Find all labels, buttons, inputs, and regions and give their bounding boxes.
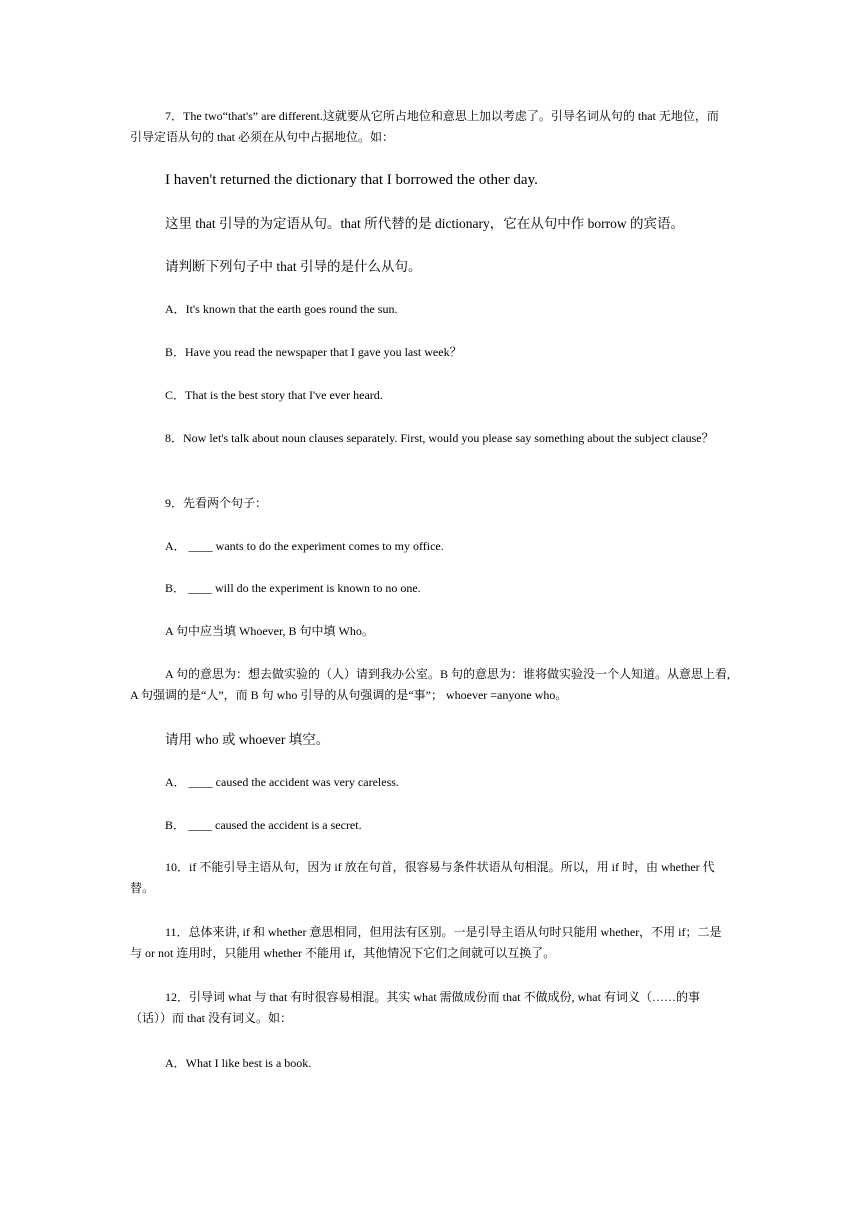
answer-1: A 句中应当填 Whoever, B 句中填 Who。 <box>165 624 374 638</box>
prompt-2: 请用 who 或 whoever 填空。 <box>165 732 330 747</box>
example-sentence: I haven't returned the dictionary that I borrowed the other day. <box>165 172 538 188</box>
paragraph-12: 12．引导词 what 与 that 有时很容易相混。其实 what 需做成份而 that 不做成份, what 有词义（……的事（话））而 that 没有词义。如： <box>130 990 700 1025</box>
option-a-1: A．It's known that the earth goes round the sun. <box>165 302 398 316</box>
explanation-2: A 句的意思为：想去做实验的（人）请到我办公室。B 句的意思为：谁将做实验没一个人知道。从意思上看, A 句强调的是“人”，而 B 句 who 引导的从句强调的是“事”； whoever =anyone who。 <box>130 667 731 702</box>
paragraph-11: 11．总体来讲, if 和 whether 意思相同，但用法有区别。一是引导主语从句时只能用 whether，不用 if；二是与 or not 连用时，只能用 whether 不能用 if，其他情况下它们之间就可以互换了。 <box>130 925 722 960</box>
paragraph-9: 9．先看两个句子： <box>165 496 268 510</box>
explanation-1: 这里 that 引导的为定语从句。that 所代替的是 dictionary，它在从句中作 borrow 的宾语。 <box>165 216 684 231</box>
option-b-1: B．Have you read the newspaper that I gave you last week？ <box>165 345 462 359</box>
option-b-3: B． ____ caused the accident is a secret. <box>165 818 362 832</box>
prompt-1: 请判断下列句子中 that 引导的是什么从句。 <box>165 259 422 274</box>
paragraph-10: 10．if 不能引导主语从句，因为 if 放在句首，很容易与条件状语从句相混。所以，用 if 时，由 whether 代替。 <box>130 860 715 895</box>
option-a-3: A． ____ caused the accident was very careless. <box>165 775 399 789</box>
paragraph-8: 8．Now let's talk about noun clauses separately. First, would you please say something about the subject clause？ <box>165 431 714 445</box>
paragraph-7: 7．The two“that's” are different.这就要从它所占地位和意思上加以考虑了。引导名词从句的 that 无地位，而引导定语从句的 that 必须在从句中占据地位。如： <box>130 109 719 144</box>
option-a-2: A． ____ wants to do the experiment comes to my office. <box>165 539 444 553</box>
option-b-2: B． ____ will do the experiment is known to no one. <box>165 581 421 595</box>
option-a-4: A．What I like best is a book. <box>165 1056 312 1070</box>
option-c-1: C．That is the best story that I've ever heard. <box>165 388 383 402</box>
